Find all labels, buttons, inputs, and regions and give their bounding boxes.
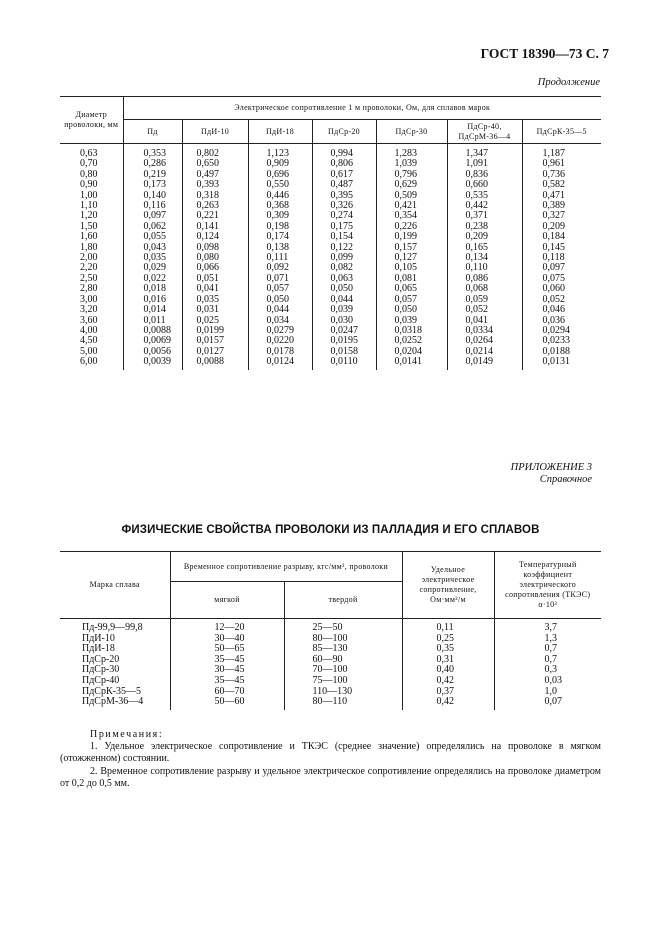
diameter-cell: 0,90 [80,179,98,191]
resistance-cell: 0,802 [182,144,248,160]
diameter-cell: 1,50 [80,220,98,232]
resistance-cell: 0,650 [182,159,248,169]
soft-strength-cell: 50—65 [170,644,284,655]
grade-cell: ПдСр-40 [82,674,120,686]
resistance-cell: 0,044 [312,295,376,305]
soft-header: мягкой [170,582,284,619]
diameter-cell: 3,00 [80,293,98,305]
resistance-cell: 0,016 [123,295,182,305]
resistance-cell: 0,022 [123,274,182,284]
resistance-cell: 0,219 [123,170,182,180]
resistance-cell: 0,086 [447,274,522,284]
resistance-cell: 0,994 [312,144,376,160]
tkr-cell: 1,3 [494,634,601,645]
tkr-header: Температурный коэффициент электрического сопротивления (ТКЭС) α·10³ [494,552,601,619]
diameter-cell: 5,00 [80,345,98,357]
grade-cell: ПдСр-30 [82,664,120,676]
resistance-cell: 0,497 [182,170,248,180]
resistance-cell: 0,041 [447,316,522,326]
resistance-cell: 0,025 [182,316,248,326]
resistance-cell: 0,660 [447,180,522,190]
resistance-cell: 0,0069 [123,336,182,346]
resistance-cell: 0,909 [248,159,312,169]
resistance-cell: 0,393 [182,180,248,190]
diameter-cell: 2,80 [80,283,98,295]
resistance-cell: 0,806 [312,159,376,169]
resistance-cell: 0,110 [447,263,522,273]
table-row [60,357,601,369]
resistance-cell: 0,0141 [376,357,447,369]
tkr-cell: 0,03 [494,676,601,687]
alloy-column-header: ПдСр-30 [376,120,447,144]
diameter-cell: 4,00 [80,324,98,336]
resistance-table [60,96,601,370]
alloy-column-header: ПдИ-10 [182,120,248,144]
resistance-cell: 0,389 [522,201,601,211]
resistance-cell: 0,141 [182,222,248,232]
resistance-cell: 0,057 [376,295,447,305]
properties-table [60,551,601,710]
resistance-cell: 0,011 [123,316,182,326]
hard-strength-cell: 110—130 [284,687,402,698]
resistance-cell: 0,582 [522,180,601,190]
tkr-cell: 3,7 [494,619,601,634]
resistance-cell: 0,098 [182,243,248,253]
diameter-cell: 1,60 [80,231,98,243]
resistance-cell: 0,617 [312,170,376,180]
diameter-cell: 0,70 [80,158,98,170]
grade-cell: ПдСр-20 [82,653,120,665]
resistance-cell: 0,471 [522,191,601,201]
resistance-cell: 0,059 [447,295,522,305]
resistance-cell: 0,092 [248,263,312,273]
resistance-cell: 0,050 [248,295,312,305]
resistance-cell: 0,0131 [522,357,601,369]
resistance-cell: 0,039 [376,316,447,326]
resistance-cell: 0,550 [248,180,312,190]
resistance-cell: 0,031 [182,305,248,315]
appendix-number: ПРИЛОЖЕНИЕ 3 [510,462,592,473]
notes-block [60,729,601,790]
resistance-cell: 0,111 [248,253,312,263]
appendix-label [430,462,592,486]
resistance-cell: 0,0264 [447,336,522,346]
resistance-cell: 0,226 [376,222,447,232]
resistance-cell: 1,091 [447,159,522,169]
resistance-cell: 0,035 [182,295,248,305]
resistance-cell: 0,018 [123,284,182,294]
resistance-cell: 0,0157 [182,336,248,346]
resistance-cell: 0,122 [312,243,376,253]
hard-strength-cell: 25—50 [284,619,402,634]
diameter-cell: 4,50 [80,335,98,347]
resistance-cell: 0,368 [248,201,312,211]
resistance-cell: 0,173 [123,180,182,190]
resistance-cell: 0,0195 [312,336,376,346]
resistance-cell: 0,199 [376,232,447,242]
resistance-cell: 0,836 [447,170,522,180]
resistance-cell: 0,030 [312,316,376,326]
resistance-cell: 0,0334 [447,326,522,336]
resistance-cell: 0,134 [447,253,522,263]
resistance-cell: 0,0088 [182,357,248,369]
hard-strength-cell: 80—110 [284,697,402,710]
alloy-column-header: Пд [123,120,182,144]
resistivity-cell: 0,35 [402,644,494,655]
resistance-cell: 1,039 [376,159,447,169]
resistance-cell: 0,105 [376,263,447,273]
diameter-cell: 1,80 [80,241,98,253]
resistance-cell: 0,097 [522,263,601,273]
tkr-cell: 0,7 [494,644,601,655]
resistance-cell: 0,0088 [123,326,182,336]
resistance-cell: 0,0199 [182,326,248,336]
resistance-cell: 0,051 [182,274,248,284]
grade-cell: ПдИ-10 [82,632,115,644]
resistance-cell: 0,0220 [248,336,312,346]
grade-cell: Пд-99,9—99,8 [82,622,143,633]
diameter-cell: 3,20 [80,304,98,316]
resistance-cell: 0,263 [182,201,248,211]
resistance-cell: 0,052 [522,295,601,305]
table-row [60,676,601,687]
resistance-cell: 0,209 [522,222,601,232]
note-item: 2. Временное сопротивление разрыву и удельное электрическое сопротивление определялись на проволоке диаметром от 0,2 до 0,5 мм. [60,765,601,789]
soft-strength-cell: 30—40 [170,634,284,645]
diameter-cell: 0,63 [80,148,98,159]
resistivity-cell: 0,37 [402,687,494,698]
resistance-cell: 0,154 [312,232,376,242]
resistance-cell: 1,123 [248,144,312,160]
resistance-cell: 0,0204 [376,347,447,357]
resistance-cell: 0,043 [123,243,182,253]
resistance-cell: 0,068 [447,284,522,294]
resistance-cell: 0,082 [312,263,376,273]
alloy-column-header: ПдИ-18 [248,120,312,144]
table-row [60,619,601,634]
resistivity-cell: 0,40 [402,665,494,676]
resistance-cell: 0,0039 [123,357,182,369]
resistance-cell: 0,066 [182,263,248,273]
resistance-cell: 0,118 [522,253,601,263]
page-header: ГОСТ 18390—73 С. 7 [480,46,609,61]
soft-strength-cell: 35—45 [170,676,284,687]
alloy-column-header: ПдСр-20 [312,120,376,144]
resistance-cell: 0,274 [312,211,376,221]
resistance-cell: 0,080 [182,253,248,263]
resistance-cell: 0,157 [376,243,447,253]
section-title: ФИЗИЧЕСКИЕ СВОЙСТВА ПРОВОЛОКИ ИЗ ПАЛЛАДИЯ И ЕГО СПЛАВОВ [121,524,540,536]
table-row [60,144,601,160]
resistance-cell: 0,050 [312,284,376,294]
soft-strength-cell: 12—20 [170,619,284,634]
continuation-label: Продолжение [537,77,600,88]
resistance-cell: 0,629 [376,180,447,190]
resistance-cell: 0,081 [376,274,447,284]
resistance-cell: 0,174 [248,232,312,242]
alloy-column-header: ПдСрК-35—5 [522,120,601,144]
resistance-cell: 0,0149 [447,357,522,369]
resistance-cell: 0,0127 [182,347,248,357]
appendix-type: Справочное [539,474,592,485]
resistivity-cell: 0,25 [402,634,494,645]
grade-header: Марка сплава [60,552,170,619]
hard-header: твердой [284,582,402,619]
resistance-cell: 0,0188 [522,347,601,357]
resistance-cell: 0,065 [376,284,447,294]
resistance-cell: 0,034 [248,316,312,326]
tkr-cell: 0,3 [494,665,601,676]
resistance-cell: 0,0252 [376,336,447,346]
resistance-cell: 0,509 [376,191,447,201]
diameter-cell: 2,50 [80,272,98,284]
alloy-column-header: ПдСр-40, ПдСрМ-36—4 [447,120,522,144]
resistivity-cell: 0,42 [402,697,494,710]
diameter-cell: 2,00 [80,252,98,264]
diameter-cell: 3,60 [80,314,98,326]
resistance-cell: 0,535 [447,191,522,201]
resistance-cell: 0,0318 [376,326,447,336]
resistance-cell: 1,187 [522,144,601,160]
resistance-cell: 0,354 [376,211,447,221]
resistance-cell: 0,736 [522,170,601,180]
notes-heading: Примечания: [90,729,164,740]
resistance-cell: 0,0124 [248,357,312,369]
resistance-cell: 0,052 [447,305,522,315]
resistance-cell: 0,198 [248,222,312,232]
resistance-cell: 0,0178 [248,347,312,357]
resistance-cell: 0,0233 [522,336,601,346]
resistance-cell: 0,075 [522,274,601,284]
diameter-cell: 1,10 [80,200,98,212]
soft-strength-cell: 60—70 [170,687,284,698]
resistance-cell: 0,0110 [312,357,376,369]
diameter-cell: 6,00 [80,356,98,368]
resistance-cell: 0,696 [248,170,312,180]
resistance-cell: 0,165 [447,243,522,253]
resistance-cell: 0,326 [312,201,376,211]
resistance-cell: 0,0056 [123,347,182,357]
resistance-group-header: Электрическое сопротивление 1 м проволоки, Ом, для сплавов марок [123,97,601,120]
resistance-cell: 0,442 [447,201,522,211]
resistance-cell: 0,062 [123,222,182,232]
resistance-cell: 0,318 [182,191,248,201]
resistance-cell: 0,138 [248,243,312,253]
resistance-cell: 0,487 [312,180,376,190]
resistance-cell: 0,0294 [522,326,601,336]
resistance-cell: 0,057 [248,284,312,294]
grade-cell: ПдИ-18 [82,643,115,655]
hard-strength-cell: 75—100 [284,676,402,687]
resistance-cell: 1,283 [376,144,447,160]
resistance-cell: 0,0279 [248,326,312,336]
strength-header: Временное сопротивление разрыву, кгс/мм², проволоки [170,552,402,582]
resistance-cell: 0,446 [248,191,312,201]
resistance-cell: 0,055 [123,232,182,242]
soft-strength-cell: 30—45 [170,665,284,676]
resistance-cell: 0,796 [376,170,447,180]
resistance-cell: 0,124 [182,232,248,242]
diameter-cell: 1,20 [80,210,98,222]
resistance-cell: 0,327 [522,211,601,221]
resistance-cell: 0,175 [312,222,376,232]
resistance-cell: 0,044 [248,305,312,315]
resistance-cell: 1,347 [447,144,522,160]
resistance-cell: 0,035 [123,253,182,263]
note-item: 1. Удельное электрическое сопротивление и ТКЭС (среднее значение) определялись на проволоке в мягком (отожженном) состоянии. [60,741,601,765]
resistance-cell: 0,140 [123,191,182,201]
resistance-cell: 0,097 [123,211,182,221]
resistance-cell: 0,961 [522,159,601,169]
tkr-cell: 1,0 [494,687,601,698]
grade-cell: ПдСрМ-36—4 [82,696,144,708]
resistance-cell: 0,046 [522,305,601,315]
resistance-cell: 0,127 [376,253,447,263]
resistance-cell: 0,286 [123,159,182,169]
diameter-cell: 2,20 [80,262,98,274]
resistance-cell: 0,209 [447,232,522,242]
hard-strength-cell: 80—100 [284,634,402,645]
resistance-cell: 0,0247 [312,326,376,336]
resistance-cell: 0,371 [447,211,522,221]
diameter-cell: 1,00 [80,189,98,201]
hard-strength-cell: 70—100 [284,665,402,676]
resistance-cell: 0,0214 [447,347,522,357]
resistance-cell: 0,029 [123,263,182,273]
resistance-cell: 0,036 [522,316,601,326]
table-row [60,305,601,315]
grade-cell: ПдСрК-35—5 [82,685,141,697]
resistivity-header: Удельное электрическое сопротивление, Ом·мм²/м [402,552,494,619]
resistance-cell: 0,0158 [312,347,376,357]
resistance-cell: 0,039 [312,305,376,315]
diameter-cell: 0,80 [80,168,98,180]
resistance-cell: 0,099 [312,253,376,263]
soft-strength-cell: 50—60 [170,697,284,710]
resistivity-cell: 0,31 [402,655,494,666]
tkr-cell: 0,7 [494,655,601,666]
resistance-cell: 0,395 [312,191,376,201]
resistance-cell: 0,421 [376,201,447,211]
resistivity-cell: 0,42 [402,676,494,687]
resistance-cell: 0,041 [182,284,248,294]
resistance-cell: 0,238 [447,222,522,232]
resistance-cell: 0,184 [522,232,601,242]
resistance-cell: 0,221 [182,211,248,221]
table-row [60,697,601,710]
resistance-cell: 0,145 [522,243,601,253]
resistance-cell: 0,014 [123,305,182,315]
hard-strength-cell: 60—90 [284,655,402,666]
resistance-cell: 0,071 [248,274,312,284]
resistance-cell: 0,050 [376,305,447,315]
soft-strength-cell: 35—45 [170,655,284,666]
resistance-cell: 0,309 [248,211,312,221]
resistance-cell: 0,116 [123,201,182,211]
hard-strength-cell: 85—130 [284,644,402,655]
resistance-cell: 0,063 [312,274,376,284]
diameter-header: Диаметр проволоки, мм [60,97,123,144]
resistance-cell: 0,060 [522,284,601,294]
tkr-cell: 0,07 [494,697,601,710]
resistivity-cell: 0,11 [402,619,494,634]
resistance-cell: 0,353 [123,144,182,160]
